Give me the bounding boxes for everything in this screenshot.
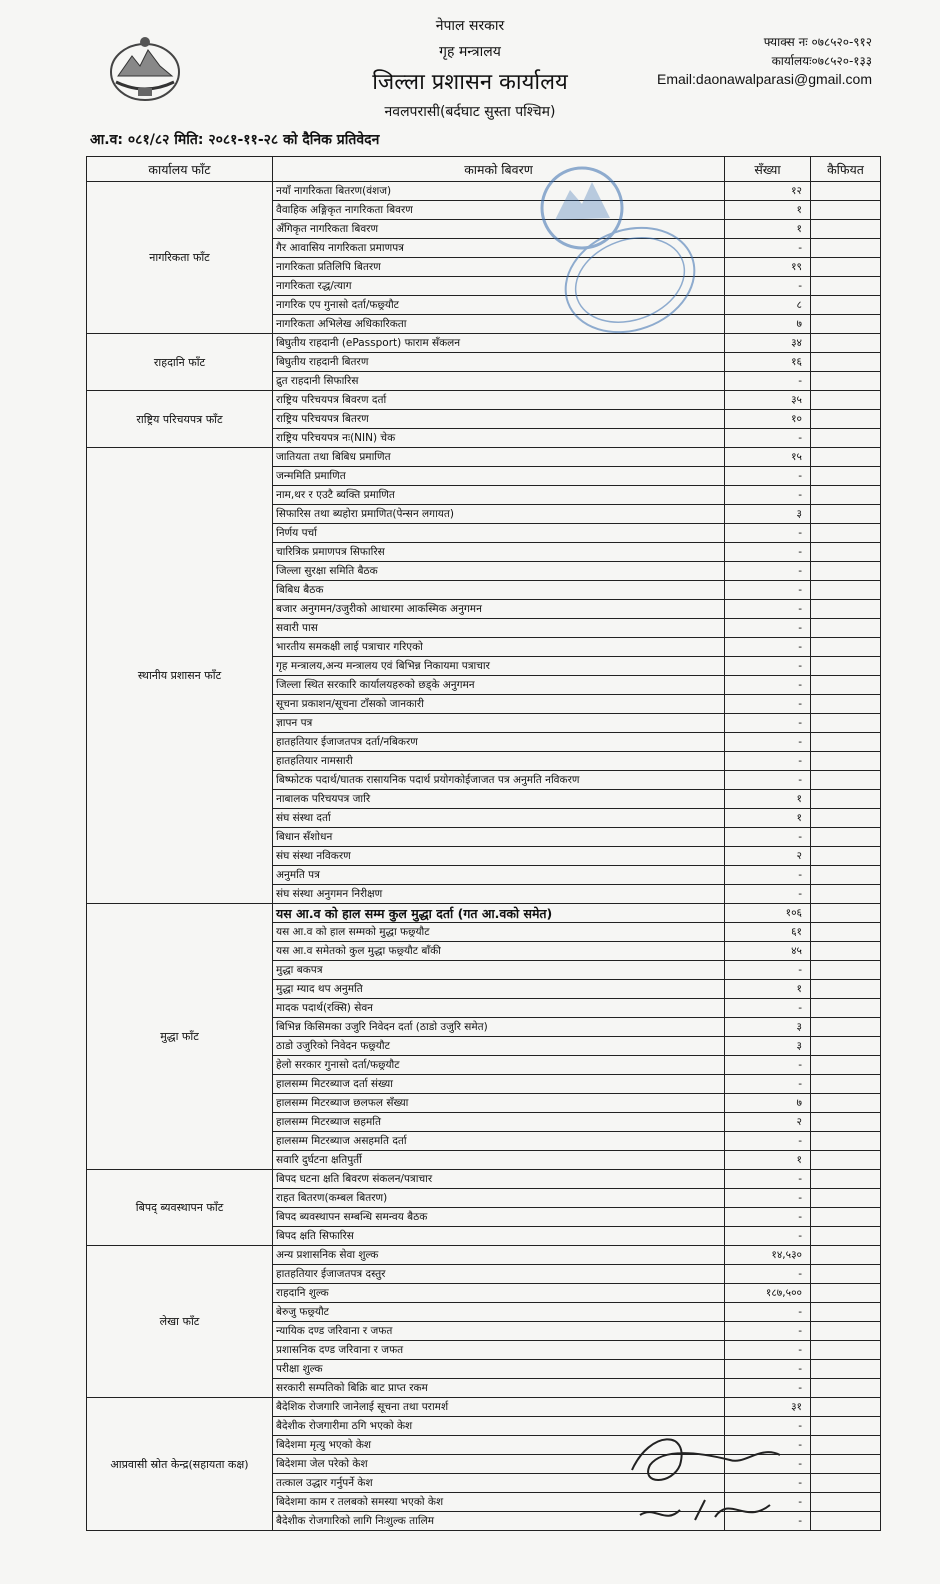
remarks-cell: [811, 1284, 881, 1303]
table-row: [87, 1246, 881, 1265]
count-value: -: [725, 1322, 811, 1341]
remarks-cell: [811, 410, 881, 429]
count-value: -: [725, 771, 811, 790]
work-description: राहदानि शुल्क: [273, 1284, 725, 1303]
count-value: -: [725, 486, 811, 505]
work-description: हेलो सरकार गुनासो दर्ता/फछ्र्यौट: [273, 1056, 725, 1075]
remarks-cell: [811, 942, 881, 961]
remarks-cell: [811, 1436, 881, 1455]
work-description: अनुमति पत्र: [273, 866, 725, 885]
remarks-cell: [811, 600, 881, 619]
count-value: -: [725, 1379, 811, 1398]
work-description: बिपद क्षति सिफारिस: [273, 1227, 725, 1246]
header-description: कामको बिवरण: [273, 157, 725, 182]
remarks-cell: [811, 353, 881, 372]
table-row: [87, 448, 881, 467]
count-value: -: [725, 1455, 811, 1474]
count-value: -: [725, 1303, 811, 1322]
count-value: -: [725, 1208, 811, 1227]
count-value: -: [725, 676, 811, 695]
count-value: ७: [725, 315, 811, 334]
count-value: -: [725, 638, 811, 657]
work-description: प्रशासनिक दण्ड जरिवाना र जफत: [273, 1341, 725, 1360]
work-description: नागरिकता प्रतिलिपि बितरण: [273, 258, 725, 277]
work-description: संघ संस्था नविकरण: [273, 847, 725, 866]
remarks-cell: [811, 1493, 881, 1512]
count-value: -: [725, 1075, 811, 1094]
table-row: [87, 904, 881, 923]
count-value: ३४: [725, 334, 811, 353]
remarks-cell: [811, 695, 881, 714]
count-value: -: [725, 600, 811, 619]
work-description: परीक्षा शुल्क: [273, 1360, 725, 1379]
remarks-cell: [811, 505, 881, 524]
count-value: २: [725, 847, 811, 866]
count-value: १०६: [725, 904, 811, 923]
table-row: [87, 182, 881, 201]
work-description: बिघुतीय राहदानी (ePassport) फाराम सँकलन: [273, 334, 725, 353]
work-description: चारित्रिक प्रमाणपत्र सिफारिस: [273, 543, 725, 562]
count-value: -: [725, 1132, 811, 1151]
remarks-cell: [811, 619, 881, 638]
work-description: बिभिन्न किसिमका उजुरि निवेदन दर्ता (ठाडो उजुरि समेत): [273, 1018, 725, 1037]
remarks-cell: [811, 467, 881, 486]
work-description: बिबिध बैठक: [273, 581, 725, 600]
work-description: बजार अनुगमन/उजुरीको आधारमा आकस्मिक अनुगमन: [273, 600, 725, 619]
remarks-cell: [811, 790, 881, 809]
count-value: -: [725, 695, 811, 714]
work-description: यस आ.व को हाल सम्म कुल मुद्धा दर्ता (गत आ.वको समेत): [273, 904, 725, 923]
remarks-cell: [811, 581, 881, 600]
count-value: -: [725, 752, 811, 771]
remarks-cell: [811, 714, 881, 733]
remarks-cell: [811, 1132, 881, 1151]
work-description: बैदेशिक रोजगारि जानेलाई सूचना तथा परामर्श: [273, 1398, 725, 1417]
work-description: राहत बितरण(कम्बल बितरण): [273, 1189, 725, 1208]
section-name: बिपद् ब्यवस्थापन फाँट: [87, 1170, 273, 1246]
work-description: वैवाहिक अङ्गिकृत नागरिकता बिवरण: [273, 201, 725, 220]
work-description: द्रुत राहदानी सिफारिस: [273, 372, 725, 391]
count-value: -: [725, 1474, 811, 1493]
count-value: -: [725, 1341, 811, 1360]
section-name: मुद्धा फाँट: [87, 904, 273, 1170]
remarks-cell: [811, 258, 881, 277]
count-value: -: [725, 1170, 811, 1189]
section-name: नागरिकता फाँट: [87, 182, 273, 334]
remarks-cell: [811, 1056, 881, 1075]
count-value: -: [725, 828, 811, 847]
nepal-emblem-icon: [104, 32, 186, 106]
count-value: -: [725, 543, 811, 562]
count-value: -: [725, 714, 811, 733]
remarks-cell: [811, 828, 881, 847]
work-description: मुद्धा बकपत्र: [273, 961, 725, 980]
report-title: आ.व: ०८१/८२ मिति: २०८१-११-२८ को दैनिक प्रतिवेदन: [90, 132, 380, 148]
work-description: सवारि दुर्घटना क्षतिपुर्ती: [273, 1151, 725, 1170]
count-value: -: [725, 657, 811, 676]
work-description: हातहतियार नामसारी: [273, 752, 725, 771]
work-description: ज्ञापन पत्र: [273, 714, 725, 733]
header-section: कार्यालय फाँट: [87, 157, 273, 182]
count-value: ७: [725, 1094, 811, 1113]
remarks-cell: [811, 961, 881, 980]
remarks-cell: [811, 1455, 881, 1474]
work-description: बिष्फोटक पदार्थ/घातक रासायनिक पदार्थ प्रयोगकोईजाजत पत्र अनुमति नविकरण: [273, 771, 725, 790]
work-description: संघ संस्था अनुगमन निरीक्षण: [273, 885, 725, 904]
section-name: राहदानि फाँट: [87, 334, 273, 391]
work-description: निर्णय पर्चा: [273, 524, 725, 543]
remarks-cell: [811, 999, 881, 1018]
count-value: १: [725, 220, 811, 239]
work-description: हातहतियार ईजाजतपत्र दस्तुर: [273, 1265, 725, 1284]
remarks-cell: [811, 1512, 881, 1531]
work-description: तत्काल उद्धार गर्नुपर्ने केश: [273, 1474, 725, 1493]
work-description: मादक पदार्थ(रक्सि) सेवन: [273, 999, 725, 1018]
daily-report-table: [86, 156, 881, 1531]
count-value: -: [725, 1436, 811, 1455]
remarks-cell: [811, 239, 881, 258]
count-value: -: [725, 1265, 811, 1284]
remarks-cell: [811, 809, 881, 828]
count-value: ८: [725, 296, 811, 315]
count-value: ३: [725, 505, 811, 524]
count-value: -: [725, 524, 811, 543]
remarks-cell: [811, 220, 881, 239]
work-description: हालसम्म मिटरब्याज सहमति: [273, 1113, 725, 1132]
count-value: ३: [725, 1037, 811, 1056]
count-value: -: [725, 1189, 811, 1208]
work-description: संघ संस्था दर्ता: [273, 809, 725, 828]
count-value: १९: [725, 258, 811, 277]
count-value: -: [725, 619, 811, 638]
email-address: Email:daonawalparasi@gmail.com: [657, 71, 872, 87]
work-description: अँगिकृत नागरिकता बिवरण: [273, 220, 725, 239]
office-location: नवलपरासी(बर्दघाट सुस्ता पश्चिम): [384, 104, 556, 120]
remarks-cell: [811, 1075, 881, 1094]
remarks-cell: [811, 1360, 881, 1379]
work-description: हालसम्म मिटरब्याज दर्ता संख्या: [273, 1075, 725, 1094]
section-name: लेखा फाँट: [87, 1246, 273, 1398]
work-description: जिल्ला सुरक्षा समिति बैठक: [273, 562, 725, 581]
work-description: बिघुतीय राहदानी बितरण: [273, 353, 725, 372]
work-description: सवारी पास: [273, 619, 725, 638]
remarks-cell: [811, 296, 881, 315]
header-count: सँख्या: [725, 157, 811, 182]
work-description: जन्ममिति प्रमाणित: [273, 467, 725, 486]
remarks-cell: [811, 1474, 881, 1493]
header-remarks: कैफियत: [811, 157, 881, 182]
work-description: हातहतियार ईजाजतपत्र दर्ता/नबिकरण: [273, 733, 725, 752]
remarks-cell: [811, 1341, 881, 1360]
remarks-cell: [811, 1398, 881, 1417]
work-description: यस आ.व समेतको कुल मुद्धा फछ्र्यौट बाँकी: [273, 942, 725, 961]
work-description: गैर आवासिय नागरिकता प्रमाणपत्र: [273, 239, 725, 258]
count-value: -: [725, 1360, 811, 1379]
remarks-cell: [811, 847, 881, 866]
section-name: स्थानीय प्रशासन फाँट: [87, 448, 273, 904]
table-row: [87, 334, 881, 353]
count-value: १: [725, 980, 811, 999]
remarks-cell: [811, 1113, 881, 1132]
remarks-cell: [811, 1151, 881, 1170]
work-description: भारतीय समकक्षी लाई पत्राचार गरिएको: [273, 638, 725, 657]
ministry-name: गृह मन्त्रालय: [439, 44, 501, 60]
count-value: -: [725, 733, 811, 752]
remarks-cell: [811, 1246, 881, 1265]
remarks-cell: [811, 980, 881, 999]
count-value: -: [725, 581, 811, 600]
work-description: हालसम्म मिटरब्याज असहमति दर्ता: [273, 1132, 725, 1151]
remarks-cell: [811, 1265, 881, 1284]
work-description: जिल्ला स्थित सरकारि कार्यालयहरुको छड्के अनुगमन: [273, 676, 725, 695]
count-value: -: [725, 467, 811, 486]
remarks-cell: [811, 733, 881, 752]
count-value: १०: [725, 410, 811, 429]
work-description: सूचना प्रकाशन/सूचना टाँसको जानकारी: [273, 695, 725, 714]
work-description: बिपद ब्यवस्थापन सम्बन्धि समन्वय बैठक: [273, 1208, 725, 1227]
remarks-cell: [811, 1037, 881, 1056]
remarks-cell: [811, 752, 881, 771]
remarks-cell: [811, 1379, 881, 1398]
work-description: बिधान सँशोधन: [273, 828, 725, 847]
remarks-cell: [811, 923, 881, 942]
count-value: १२: [725, 182, 811, 201]
remarks-cell: [811, 182, 881, 201]
table-header-row: [87, 157, 881, 182]
remarks-cell: [811, 543, 881, 562]
count-value: -: [725, 1227, 811, 1246]
work-description: नागरिकता रद्ध/त्याग: [273, 277, 725, 296]
table-row: [87, 1170, 881, 1189]
work-description: बेरुजु फछ्र्यौट: [273, 1303, 725, 1322]
count-value: -: [725, 1417, 811, 1436]
work-description: गृह मन्त्रालय,अन्य मन्त्रालय एवं बिभिन्न निकायमा पत्राचार: [273, 657, 725, 676]
remarks-cell: [811, 429, 881, 448]
remarks-cell: [811, 1322, 881, 1341]
work-description: न्यायिक दण्ड जरिवाना र जफत: [273, 1322, 725, 1341]
remarks-cell: [811, 1227, 881, 1246]
work-description: अन्य प्रशासनिक सेवा शुल्क: [273, 1246, 725, 1265]
work-description: मुद्धा म्याद थप अनुमति: [273, 980, 725, 999]
work-description: बिपद घटना क्षति बिवरण संकलन/पत्राचार: [273, 1170, 725, 1189]
remarks-cell: [811, 315, 881, 334]
work-description: बिदेशमा जेल परेको केश: [273, 1455, 725, 1474]
count-value: -: [725, 562, 811, 581]
remarks-cell: [811, 1018, 881, 1037]
work-description: यस आ.व को हाल सम्मको मुद्धा फछ्र्यौट: [273, 923, 725, 942]
work-description: बिदेशमा काम र तलबको समस्या भएको केश: [273, 1493, 725, 1512]
count-value: -: [725, 866, 811, 885]
count-value: १: [725, 809, 811, 828]
work-description: बैदेशीक रोजगारीमा ठगि भएको केश: [273, 1417, 725, 1436]
remarks-cell: [811, 866, 881, 885]
remarks-cell: [811, 885, 881, 904]
count-value: ४५: [725, 942, 811, 961]
remarks-cell: [811, 334, 881, 353]
count-value: -: [725, 999, 811, 1018]
government-name: नेपाल सरकार: [435, 18, 505, 34]
remarks-cell: [811, 1170, 881, 1189]
remarks-cell: [811, 1303, 881, 1322]
work-description: जातियता तथा बिबिध प्रमाणित: [273, 448, 725, 467]
remarks-cell: [811, 277, 881, 296]
table-row: [87, 391, 881, 410]
office-name: जिल्ला प्रशासन कार्यालय: [372, 70, 568, 95]
work-description: हालसम्म मिटरब्याज छलफल सँख्या: [273, 1094, 725, 1113]
count-value: -: [725, 1512, 811, 1531]
count-value: -: [725, 1493, 811, 1512]
count-value: २: [725, 1113, 811, 1132]
count-value: ३५: [725, 391, 811, 410]
count-value: ३१: [725, 1398, 811, 1417]
count-value: -: [725, 1056, 811, 1075]
section-name: आप्रवासी स्रोत केन्द्र(सहायता कक्ष): [87, 1398, 273, 1531]
table-body: [87, 182, 881, 1531]
count-value: १८७,५००: [725, 1284, 811, 1303]
work-description: सरकारी सम्पतिको बिक्रि बाट प्राप्त रकम: [273, 1379, 725, 1398]
remarks-cell: [811, 391, 881, 410]
work-description: नयाँ नागरिकता बितरण(वंशज): [273, 182, 725, 201]
count-value: १: [725, 201, 811, 220]
count-value: ६१: [725, 923, 811, 942]
count-value: १६: [725, 353, 811, 372]
work-description: बैदेशीक रोजगारिको लागि निःशुल्क तालिम: [273, 1512, 725, 1531]
count-value: १: [725, 1151, 811, 1170]
work-description: नागरिकता अभिलेख अधिकारिकता: [273, 315, 725, 334]
remarks-cell: [811, 1189, 881, 1208]
remarks-cell: [811, 638, 881, 657]
remarks-cell: [811, 657, 881, 676]
work-description: नागरिक एप गुनासो दर्ता/फछ्र्यौट: [273, 296, 725, 315]
fax-number: फ्याक्स नः ०७८५२०-९१२: [763, 35, 872, 49]
count-value: -: [725, 961, 811, 980]
count-value: १: [725, 790, 811, 809]
remarks-cell: [811, 562, 881, 581]
work-description: नाम,थर र एउटै ब्यक्ति प्रमाणित: [273, 486, 725, 505]
remarks-cell: [811, 201, 881, 220]
table-row: [87, 1398, 881, 1417]
count-value: -: [725, 239, 811, 258]
remarks-cell: [811, 1208, 881, 1227]
remarks-cell: [811, 676, 881, 695]
count-value: -: [725, 885, 811, 904]
count-value: -: [725, 372, 811, 391]
remarks-cell: [811, 1094, 881, 1113]
remarks-cell: [811, 448, 881, 467]
work-description: ठाडो उजुरिको निवेदन फछ्र्यौट: [273, 1037, 725, 1056]
remarks-cell: [811, 1417, 881, 1436]
work-description: सिफारिस तथा ब्यहोरा प्रमाणित(पेन्सन लगायत): [273, 505, 725, 524]
remarks-cell: [811, 372, 881, 391]
count-value: -: [725, 429, 811, 448]
remarks-cell: [811, 486, 881, 505]
work-description: नाबालक परिचयपत्र जारि: [273, 790, 725, 809]
count-value: -: [725, 277, 811, 296]
count-value: १४,५३०: [725, 1246, 811, 1265]
work-description: राष्ट्रिय परिचयपत्र नः(NIN) चेक: [273, 429, 725, 448]
remarks-cell: [811, 904, 881, 923]
office-phone: कार्यालयः०७८५२०-१३३: [771, 54, 872, 68]
count-value: १५: [725, 448, 811, 467]
work-description: बिदेशमा मृत्यु भएको केश: [273, 1436, 725, 1455]
remarks-cell: [811, 771, 881, 790]
work-description: राष्ट्रिय परिचयपत्र बितरण: [273, 410, 725, 429]
remarks-cell: [811, 524, 881, 543]
work-description: राष्ट्रिय परिचयपत्र बिवरण दर्ता: [273, 391, 725, 410]
section-name: राष्ट्रिय परिचयपत्र फाँट: [87, 391, 273, 448]
count-value: ३: [725, 1018, 811, 1037]
